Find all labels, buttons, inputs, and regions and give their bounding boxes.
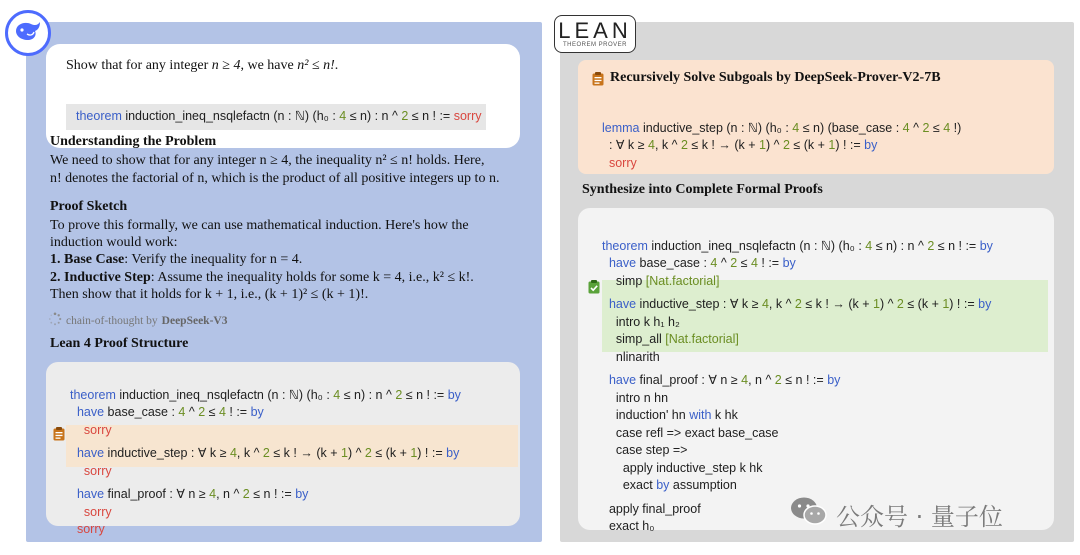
code-line: have base_case : 4 ^ 2 ≤ 4 ! := by bbox=[608, 256, 796, 270]
code-line: sorry bbox=[83, 463, 112, 478]
understanding-line-1: We need to show that for any integer n ≥ 4, the inequality n² ≤ n! holds. Here, bbox=[50, 153, 485, 168]
clipboard-icon bbox=[53, 427, 65, 446]
code-line: have final_proof : ∀ n ≥ 4, n ^ 2 ≤ n ! := by bbox=[76, 487, 309, 501]
sketch-line-1: To prove this formally, we can use mathematical induction. Here's how the bbox=[50, 218, 469, 233]
code-line: apply inductive_step k hk bbox=[622, 460, 763, 475]
sketch-title: Proof Sketch bbox=[50, 199, 128, 214]
inductive-step-line: 2. Inductive Step: Assume the inequality holds for some k = 4, i.e., k² ≤ k!. bbox=[50, 270, 474, 285]
problem-statement: Show that for any integer n ≥ 4, we have n² ≤ n!. bbox=[66, 58, 339, 73]
lean-logo: LEAN THEOREM PROVER bbox=[554, 15, 636, 53]
understanding-line-2: n! denotes the factorial of n, which is the product of all positive integers up to n. bbox=[50, 171, 500, 186]
watermark: 公众号 · 量子位 bbox=[790, 496, 1003, 532]
code-line: have final_proof : ∀ n ≥ 4, n ^ 2 ≤ n ! := by bbox=[608, 373, 841, 387]
spinner-icon bbox=[48, 312, 62, 329]
code-line: case refl => exact base_case bbox=[615, 425, 779, 440]
theorem-statement: theorem induction_ineq_nsqlefactn (n : ℕ) (h₀ : 4 ≤ n) : n ^ 2 ≤ n ! := sorry bbox=[66, 104, 486, 130]
code-line: : ∀ k ≥ 4, k ^ 2 ≤ k ! → (k + 1) ^ 2 ≤ (k + 1) ! := by bbox=[602, 138, 878, 152]
deepseek-whale-icon bbox=[13, 19, 43, 48]
code-line: sorry bbox=[83, 504, 112, 519]
clipboard-icon bbox=[592, 72, 604, 91]
code-line: sorry bbox=[608, 155, 637, 170]
code-line: case step => bbox=[615, 443, 688, 457]
structure-title: Lean 4 Proof Structure bbox=[50, 336, 189, 351]
clipboard-check-icon bbox=[588, 280, 600, 299]
synth-title: Synthesize into Complete Formal Proofs bbox=[582, 182, 823, 197]
code-line: exact by assumption bbox=[622, 478, 737, 492]
wechat-icon bbox=[790, 496, 828, 532]
subgoal-title: Recursively Solve Subgoals by DeepSeek-Prover-V2-7B bbox=[610, 70, 941, 85]
understanding-title: Understanding the Problem bbox=[50, 134, 217, 149]
code-line: nlinarith bbox=[615, 349, 660, 364]
code-line: theorem induction_ineq_nsqlefactn (n : ℕ) (h₀ : 4 ≤ n) : n ^ 2 ≤ n ! := by bbox=[70, 387, 461, 402]
code-line: apply final_proof bbox=[608, 501, 701, 516]
code-line: sorry bbox=[76, 522, 105, 536]
code-line: simp_all [Nat.factorial] bbox=[615, 332, 739, 346]
right-panel bbox=[558, 18, 1074, 542]
problem-box bbox=[46, 44, 520, 148]
chain-of-thought-label: chain-of-thought by DeepSeek-V3 bbox=[48, 312, 227, 329]
subgoal-box bbox=[578, 60, 1054, 174]
lean-structure-code bbox=[70, 369, 461, 555]
code-line: theorem induction_ineq_nsqlefactn (n : ℕ) (h₀ : 4 ≤ n) : n ^ 2 ≤ n ! := by bbox=[602, 238, 993, 253]
code-line: induction' hn with k hk bbox=[615, 408, 738, 422]
then-line: Then show that it holds for k + 1, i.e., (k + 1)² ≤ (k + 1)!. bbox=[50, 287, 369, 302]
code-line: exact h₀ bbox=[608, 519, 655, 533]
code-line: sorry bbox=[83, 422, 112, 437]
code-line: intro k h₁ h₂ bbox=[615, 314, 680, 329]
code-line: lemma inductive_step (n : ℕ) (h₀ : 4 ≤ n) (base_case : 4 ^ 2 ≤ 4 !) bbox=[602, 120, 962, 135]
sketch-line-2: induction would work: bbox=[50, 235, 178, 250]
code-line: have inductive_step : ∀ k ≥ 4, k ^ 2 ≤ k ! → (k + 1) ^ 2 ≤ (k + 1) ! := by bbox=[608, 297, 992, 311]
code-line: simp [Nat.factorial] bbox=[615, 273, 720, 288]
code-line: have inductive_step : ∀ k ≥ 4, k ^ 2 ≤ k ! → (k + 1) ^ 2 ≤ (k + 1) ! := by bbox=[76, 446, 460, 460]
code-line: intro n hn bbox=[615, 390, 669, 405]
deepseek-logo bbox=[5, 10, 51, 56]
synthesis-box bbox=[578, 208, 1054, 533]
left-panel bbox=[26, 22, 542, 542]
code-line: have base_case : 4 ^ 2 ≤ 4 ! := by bbox=[76, 405, 264, 419]
base-case-line: 1. Base Case: Verify the inequality for n = 4. bbox=[50, 252, 303, 267]
